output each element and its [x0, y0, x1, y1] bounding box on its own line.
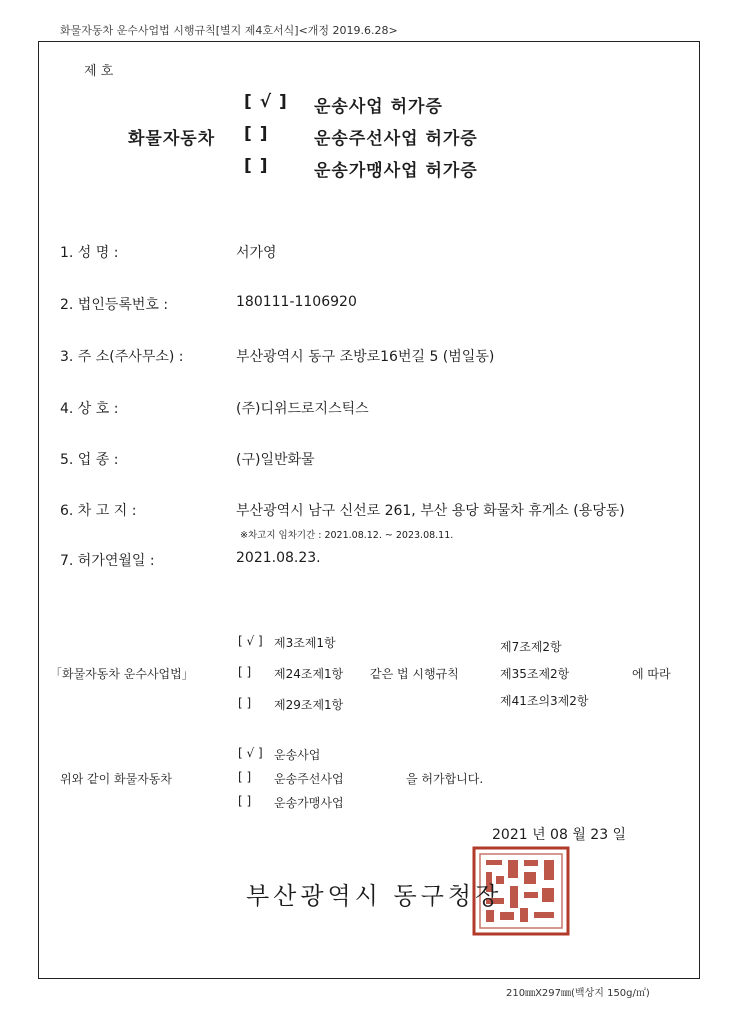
title-text-1: 운송사업 허가증 — [314, 97, 443, 117]
law-right-item-2: 제35조제2항 — [500, 667, 570, 681]
name-label: 1. 성 명 : — [60, 245, 119, 261]
law-right-item-3: 제41조의3제2항 — [500, 694, 589, 708]
grant-mark-2: [ ] — [238, 770, 252, 784]
title-mark-2: [ ] — [244, 124, 269, 144]
law-left-item-3: 제29조제1항 — [274, 698, 344, 712]
law-left-item-1: 제3조제1항 — [274, 636, 336, 650]
address-label: 3. 주 소(주사무소) : — [60, 349, 184, 365]
law-right-item-1: 제7조제2항 — [500, 640, 562, 654]
title-text-3: 운송가맹사업 허가증 — [314, 161, 478, 181]
grant-mark-3: [ ] — [238, 794, 252, 808]
paper-spec-note: 210㎜X297㎜(백상지 150g/㎡) — [506, 988, 650, 999]
permit-date-value: 2021.08.23. — [236, 550, 321, 566]
trade-name-label: 4. 상 호 : — [60, 401, 119, 417]
grant-item-1: 운송사업 — [274, 748, 321, 762]
form-header-note: 화물자동차 운수사업법 시행규칙[별지 제4호서식]<개정 2019.6.28> — [60, 24, 398, 37]
law-left-mark-1: [ √ ] — [238, 634, 263, 648]
business-type-label: 5. 업 종 : — [60, 452, 119, 468]
law-left-mark-3: [ ] — [238, 696, 252, 710]
grant-item-3: 운송가맹사업 — [274, 796, 344, 810]
document-number-label: 제 호 — [84, 64, 114, 79]
trade-name-value: (주)디위드로지스틱스 — [236, 401, 369, 417]
issuer-name: 부산광역시 동구청장 — [246, 882, 503, 910]
law-trailing-text: 에 따라 — [632, 667, 671, 681]
title-prefix: 화물자동차 — [128, 129, 216, 149]
garage-lease-note: ※차고지 임차기간 : 2021.08.12. ~ 2023.08.11. — [240, 530, 454, 541]
name-value: 서가영 — [236, 245, 277, 261]
law-act-name: 「화물자동차 운수사업법」 — [50, 667, 194, 681]
address-value: 부산광역시 동구 조방로16번길 5 (범일동) — [236, 349, 495, 365]
law-middle-text: 같은 법 시행규칙 — [370, 667, 459, 681]
corp-reg-value: 180111-1106920 — [236, 294, 357, 310]
law-left-mark-2: [ ] — [238, 665, 252, 679]
permit-date-label: 7. 허가연월일 : — [60, 553, 155, 569]
title-mark-1: [ √ ] — [244, 92, 288, 112]
grant-lead-text: 위와 같이 화물자동차 — [60, 772, 172, 786]
title-mark-3: [ ] — [244, 156, 269, 176]
grant-mark-1: [ √ ] — [238, 746, 263, 760]
business-type-value: (구)일반화물 — [236, 452, 315, 468]
title-text-2: 운송주선사업 허가증 — [314, 129, 478, 149]
garage-label: 6. 차 고 지 : — [60, 503, 137, 519]
garage-value: 부산광역시 남구 신선로 261, 부산 용당 화물차 휴게소 (용당동) — [236, 503, 625, 519]
law-left-item-2: 제24조제1항 — [274, 667, 344, 681]
grant-trailing-text: 을 허가합니다. — [406, 772, 484, 786]
grant-item-2: 운송주선사업 — [274, 772, 344, 786]
corp-reg-label: 2. 법인등록번호 : — [60, 297, 169, 313]
issue-date: 2021 년 08 월 23 일 — [492, 827, 627, 843]
